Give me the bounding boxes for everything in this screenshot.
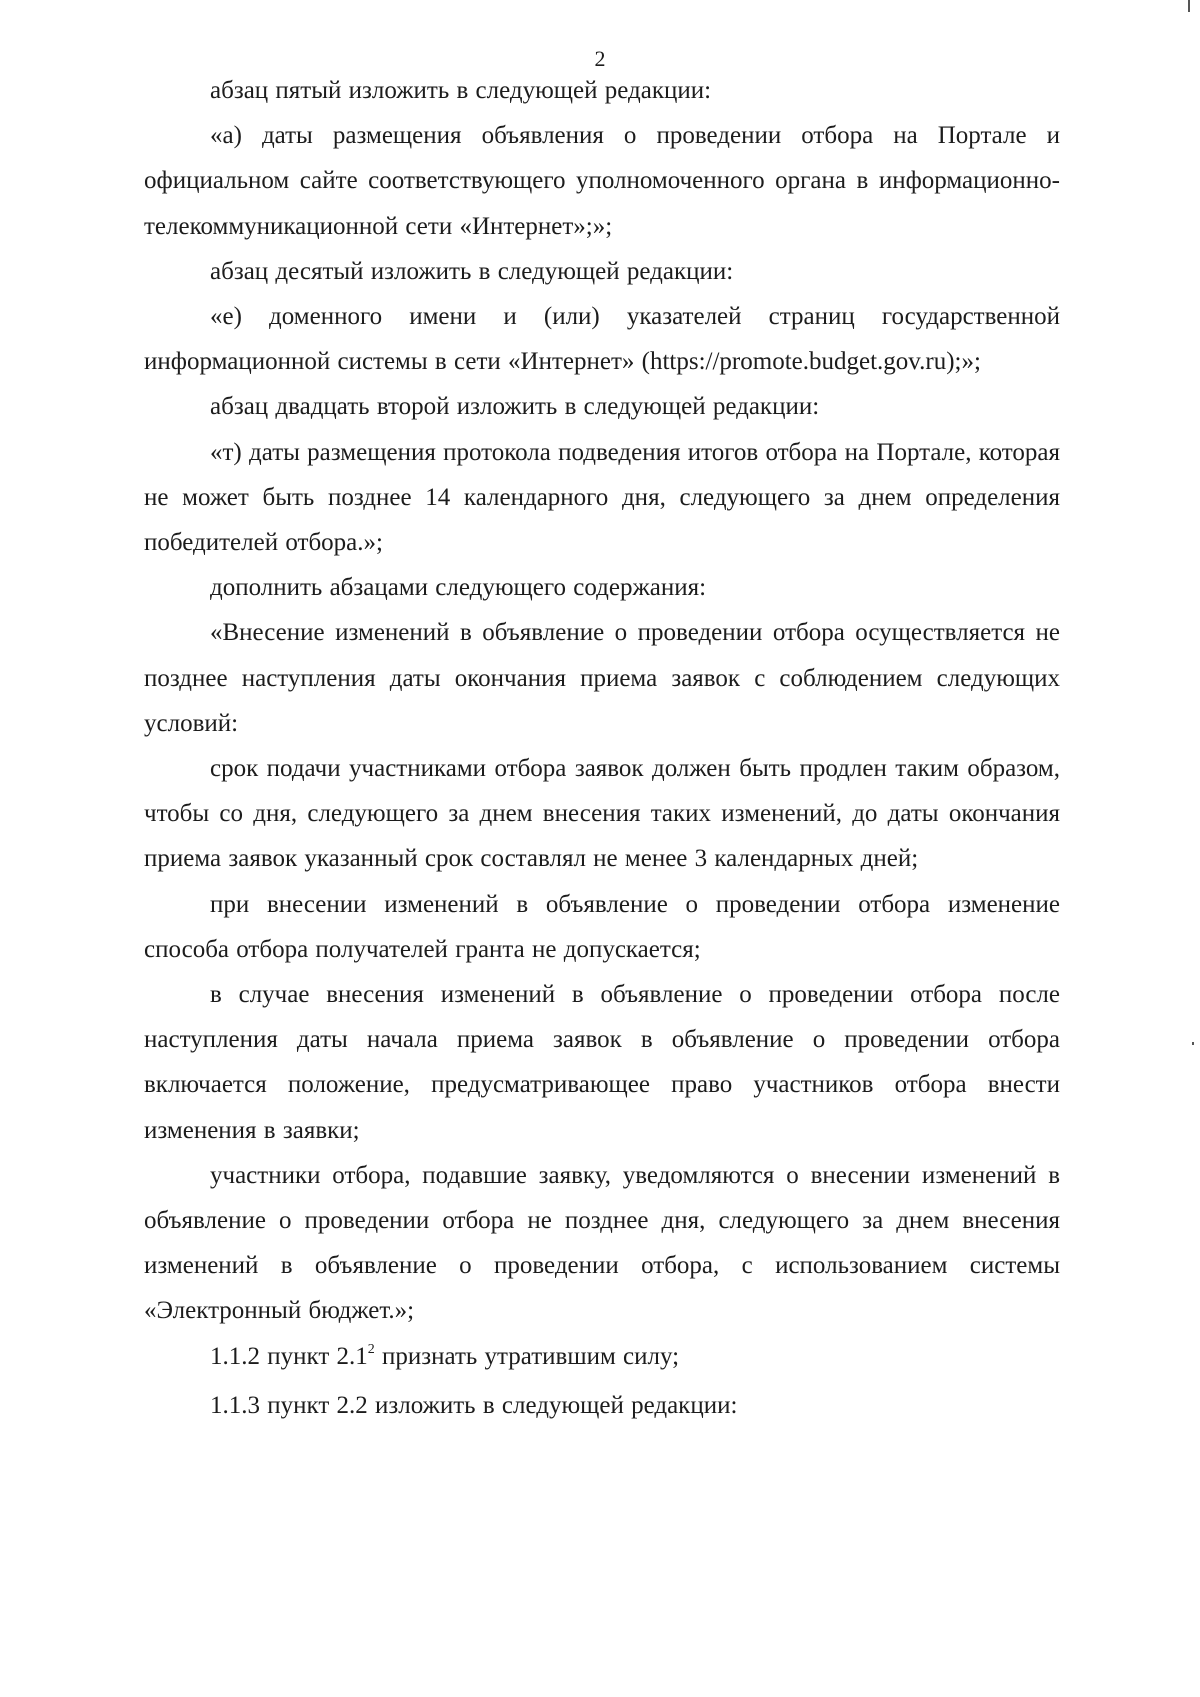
paragraph-text-before: 1.1.2 пункт 2.1 (210, 1342, 368, 1370)
page-number: 2 (594, 46, 606, 71)
paragraph: дополнить абзацами следующего содержания: (210, 574, 707, 602)
paragraph: «Внесение изменений в объявление о проведении отбора осуществляется не позднее наступления даты окончания приема заявок с соблюдением следующих условий: (144, 619, 1060, 737)
paragraph: при внесении изменений в объявление о проведении отбора изменение способа отбора получателей гранта не допускается; (144, 890, 1060, 963)
paragraph: 1.1.3 пункт 2.2 изложить в следующей редакции: (210, 1391, 738, 1419)
paragraph: «т) даты размещения протокола подведения итогов отбора на Портале, которая не может быть позднее 14 календарного дня, следующего за днем определения победителей отбора.»; (144, 438, 1060, 557)
paragraph: абзац пятый изложить в следующей редакции: (210, 77, 712, 104)
paragraph: срок подачи участниками отбора заявок должен быть продлен таким образом, чтобы со дня, следующего за днем внесения таких изменений, до даты окончания приема заявок указанный срок составлял не менее 3 календарных дней; (144, 755, 1060, 873)
paragraph (144, 1334, 1060, 1383)
scan-mark-right-edge (1192, 1042, 1194, 1045)
paragraph: «е) доменного имени и (или) указателей страниц государственной информационной системы в сети «Интернет» (https://promote.budget.gov.ru);»; (144, 303, 1060, 376)
paragraph: в случае внесения изменений в объявление о проведении отбора после наступления даты начала приема заявок в объявление о проведении отбора включается положение, предусматривающее право участников отбора внести изменения в заявки; (144, 981, 1060, 1144)
document-body (144, 68, 1060, 1428)
paragraph: абзац десятый изложить в следующей редакции: (210, 257, 734, 285)
paragraph: участники отбора, подавшие заявку, уведомляются о внесении изменений в объявление о проведении отбора не позднее дня, следующего за днем внесения изменений в объявление о проведении отбора, с использованием системы «Электронный бюджет.»; (144, 1161, 1060, 1325)
paragraph: абзац двадцать второй изложить в следующей редакции: (210, 393, 820, 421)
superscript: 2 (367, 1341, 375, 1357)
paragraph: «а) даты размещения объявления о проведении отбора на Портале и официальном сайте соответствующего уполномоченного органа в информационно-телекоммуникационной сети «Интернет»;»; (144, 122, 1060, 240)
paragraph-text-after: признать утратившим силу; (374, 1342, 680, 1370)
scan-mark-top-right (1188, 0, 1190, 12)
